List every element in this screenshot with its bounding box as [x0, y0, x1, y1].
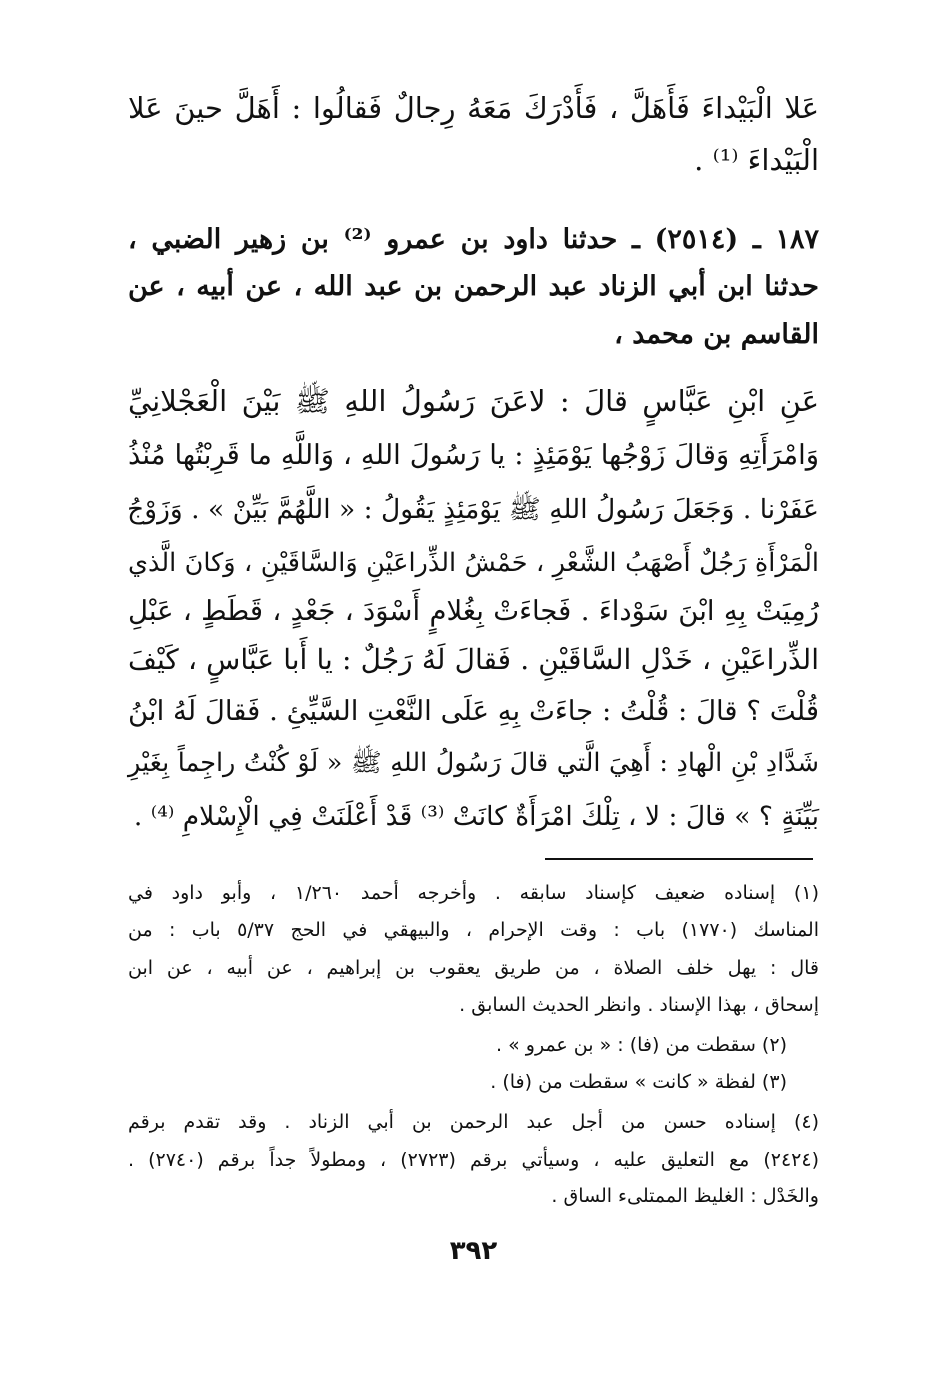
text-line: القاسم بن محمد ،: [614, 319, 819, 350]
footnote-separator: [545, 858, 813, 860]
text-line: حدثنا ابن أبي الزناد عبد الرحمن بن عبد الله ، عن أبيه ، عن: [128, 271, 819, 302]
text-line: عَنِ ابْنِ عَبَّاسٍ قالَ : لاعَنَ رَسُولُ اللهِ ﷺ بَيْنَ الْعَجْلانِيِّ: [128, 384, 819, 418]
footnote-line: (٤) إسناده حسن من أجل عبد الرحمن بن أبي الزناد . وقد تقدم برقم: [128, 1111, 819, 1133]
footnote-line: قال : يهل خلف الصلاة ، من طريق يعقوب بن إبراهيم ، عن أبيه ، عن ابن: [128, 957, 819, 979]
text-line: وَامْرَأَتِهِ وَقالَ زَوْجُها يَوْمَئِذٍ : يا رَسُولَ اللهِ ، وَاللَّهِ ما قَرِبْتُها مُنْذُ: [128, 439, 819, 471]
text-line: بَيِّنَةٍ ؟ » قالَ : لا ، تِلْكَ امْرَأَةٌ كانَتْ ⁽³⁾ قَدْ أَعْلَنَتْ فِي الْإِسْلامِ ⁽⁴⁾ .: [133, 801, 819, 832]
footnote-line: (٢) سقطت من (فا) : « بن عمرو » .: [496, 1034, 787, 1056]
text-line: قُلْتَ ؟ قالَ : قُلْتُ : جاءَتْ بِهِ عَلَى النَّعْتِ السَّيِّئِ . فَقالَ لَهُ ابْنُ: [128, 695, 819, 727]
hadith-heading: ١٨٧ ـ (٢٥١٤) ـ حدثنا داود بن عمرو ⁽²⁾ بن زهير الضبي ،: [128, 224, 819, 255]
text-line: رُمِيَتْ بِهِ ابْنَ سَوْداءَ . فَجاءَتْ بِغُلامٍ أَسْوَدَ ، جَعْدٍ ، قَطَطٍ ، عَبْلِ: [128, 595, 819, 627]
text-line: شَدَّادِ بْنِ الْهادِ : أَهِيَ الَّتي قالَ رَسُولُ اللهِ ﷺ « لَوْ كُنْتُ راجِماً بِغَيْرِ: [128, 748, 819, 778]
footnote-line: المناسك (١٧٧٠) باب : وقت الإحرام ، والبيهقي في الحج ٥/٣٧ باب : من: [128, 919, 820, 941]
footnote-line: والخَدْل : الغليظ الممتلىء الساق .: [551, 1185, 819, 1207]
text-line: الْبَيْداءَ ⁽¹⁾ .: [694, 143, 819, 177]
page-number: ٣٩٢: [449, 1236, 498, 1266]
footnote-line: (٢٤٢٤) مع التعليق عليه ، وسيأتي برقم (٢٧٢٣) ، ومطولاً جداً برقم (٢٧٤٠) .: [128, 1149, 819, 1171]
text-line: الذِّراعَيْنِ ، خَدْلِ السَّاقَيْنِ . فَقالَ لَهُ رَجُلٌ : يا أَبا عَبَّاسٍ ، كَيْفَ: [128, 643, 819, 676]
text-line: الْمَرْأَةِ رَجُلٌ أَصْهَبُ الشَّعْرِ ، حَمْشُ الذِّراعَيْنِ وَالسَّاقَيْنِ ، وَكانَ الَّذي: [128, 548, 819, 578]
footnote-line: إسحاق ، بهذا الإسناد . وانظر الحديث السابق .: [459, 994, 819, 1016]
footnote-line: (٣) لفظة « كانت » سقطت من (فا) .: [490, 1071, 787, 1093]
footnote-line: (١) إسناده ضعيف كإسناد سابقه . وأخرجه أحمد ١/٢٦٠ ، وأبو داود في: [128, 882, 819, 904]
text-line: عَفَرْنا . وَجَعَلَ رَسُولُ اللهِ ﷺ يَوْمَئِذٍ يَقُولُ : « اللَّهُمَّ بَيِّنْ » . وَزَوْجُ: [127, 494, 819, 525]
text-line: عَلا الْبَيْداءَ فَأَهَلَّ ، فَأَدْرَكَ مَعَهُ رِجالٌ فَقالُوا : أَهَلَّ حينَ عَلا: [128, 91, 819, 125]
